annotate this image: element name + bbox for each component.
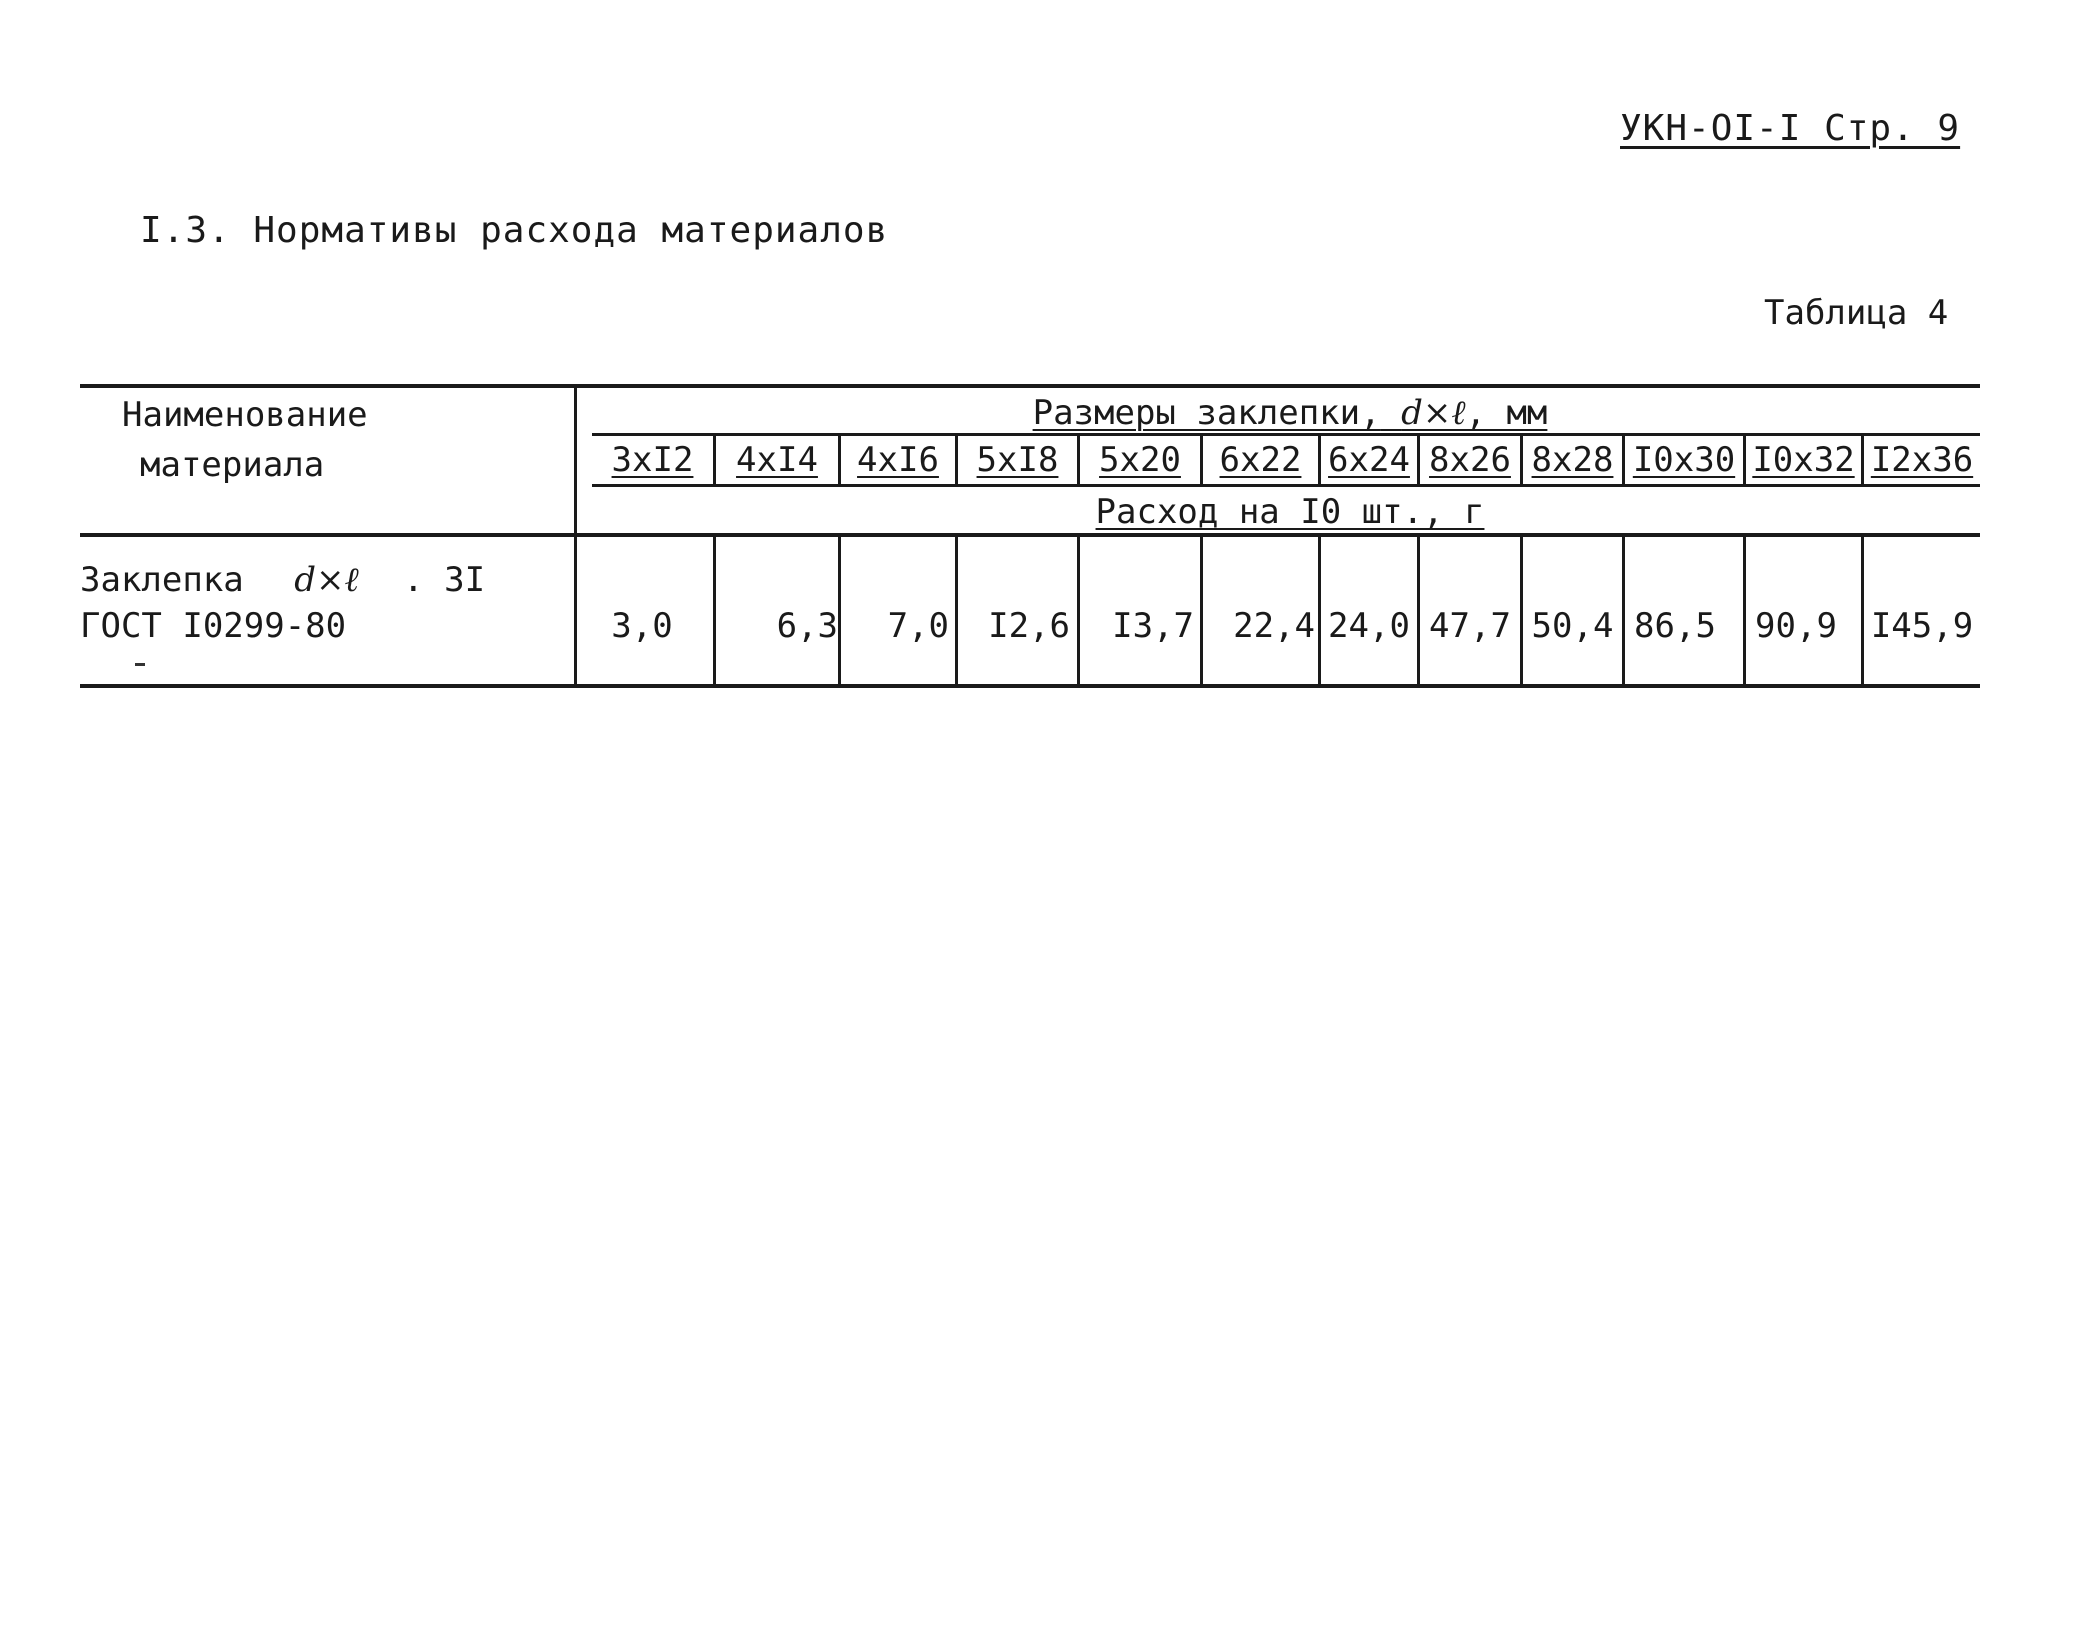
table-label: Таблица 4 <box>1764 293 1949 333</box>
row-name-line2: ГОСТ I0299-80 <box>80 606 347 646</box>
column-header-material-line1: Наименование <box>122 395 368 435</box>
sizes-header <box>600 393 1980 433</box>
size-cell: 3xI2 <box>611 440 694 480</box>
value-cell: I3,7 <box>1112 606 1194 646</box>
sizes-header-unit: , мм <box>1465 393 1548 433</box>
table-top-rule <box>80 384 1980 388</box>
value-cell: 7,0 <box>887 606 949 646</box>
size-cell: 6x24 <box>1328 440 1410 480</box>
value-cell: 3,0 <box>611 606 673 646</box>
name-column-divider <box>574 384 577 686</box>
value-cell: 86,5 <box>1634 606 1716 646</box>
value-cell: 24,0 <box>1328 606 1410 646</box>
value-cell: 6,3 <box>776 606 838 646</box>
row-name-math: d×ℓ <box>294 560 359 600</box>
consumption-header: Расход на I0 шт., г <box>1095 492 1485 532</box>
value-cell: 90,9 <box>1755 606 1837 646</box>
value-cell: I45,9 <box>1870 606 1974 646</box>
value-cell: 50,4 <box>1531 606 1614 646</box>
size-cell: 8x28 <box>1531 440 1614 480</box>
value-cell: I2,6 <box>988 606 1070 646</box>
page-reference: УКН-ОI-I Стр. 9 <box>1620 108 1961 149</box>
stray-mark <box>135 663 145 666</box>
table-bottom-rule <box>80 684 1980 688</box>
row-name-line1 <box>80 560 485 600</box>
size-cell: 5xI8 <box>976 440 1059 480</box>
header-bottom-rule <box>80 533 1980 537</box>
sizes-header-rule <box>592 433 1980 436</box>
size-cell: 4xI4 <box>736 440 818 480</box>
value-cell: 47,7 <box>1429 606 1511 646</box>
size-cell: I0x32 <box>1752 440 1855 480</box>
size-cell: 5x20 <box>1099 440 1181 480</box>
size-cell: I2x36 <box>1870 440 1974 480</box>
size-cell: 8x26 <box>1429 440 1511 480</box>
sizes-header-math: d×ℓ <box>1401 393 1466 433</box>
size-cell: 4xI6 <box>857 440 939 480</box>
section-title: I.3. Нормативы расхода материалов <box>140 210 889 251</box>
column-header-material-line2: материала <box>140 445 325 485</box>
size-cell: I0x30 <box>1632 440 1736 480</box>
value-cell: 22,4 <box>1233 606 1315 646</box>
sizes-header-prefix: Размеры заклепки, <box>1032 393 1381 433</box>
size-cell: 6x22 <box>1219 440 1302 480</box>
row-name-suffix: . 3I <box>403 560 486 600</box>
row-name-prefix: Заклепка <box>80 560 244 600</box>
